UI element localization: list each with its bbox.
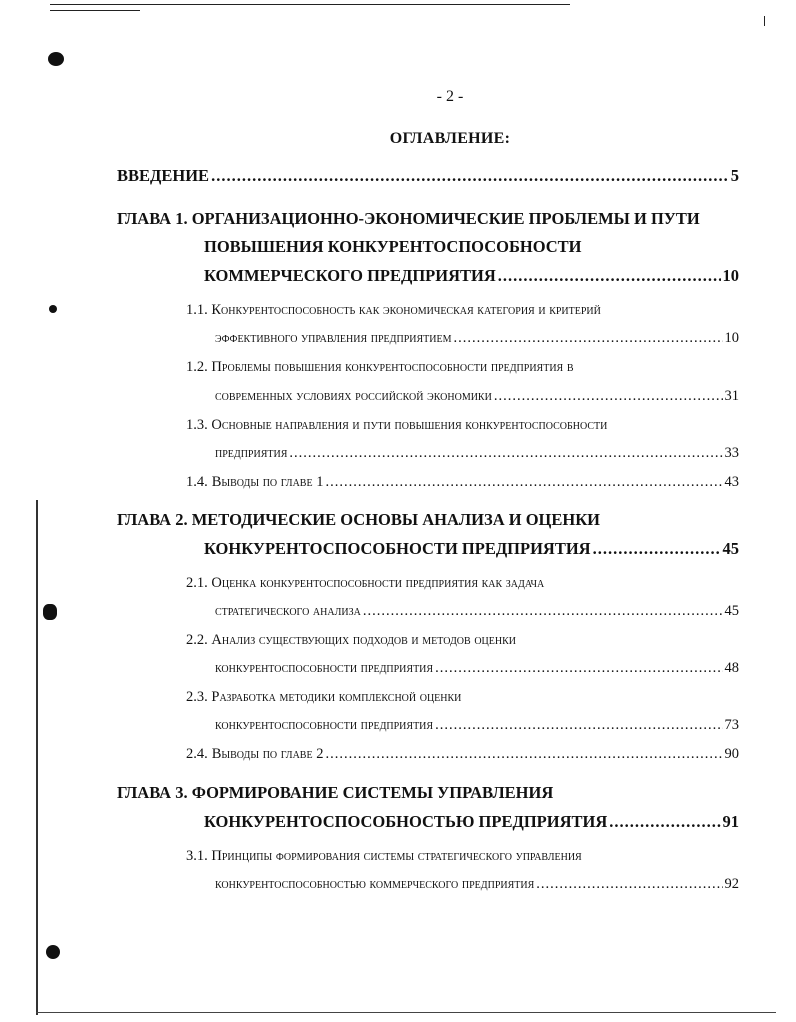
leader-dots	[454, 330, 723, 347]
intro-label: ВВЕДЕНИЕ	[117, 166, 210, 185]
ink-blot	[48, 52, 64, 66]
leader-dots	[211, 166, 729, 186]
section-number: 2.2.	[186, 632, 208, 648]
section-number: 1.4.	[186, 474, 208, 490]
leader-dots	[325, 474, 722, 491]
section-title-cont: конкурентоспособности предприятия	[215, 717, 434, 733]
toc-entry-intro[interactable]	[117, 166, 739, 186]
section-page: 45	[724, 603, 739, 619]
section-title: Выводы по главе 1	[211, 474, 324, 490]
chapter-2-page: 45	[722, 539, 739, 558]
toc-entry-section-2-4[interactable]	[186, 746, 739, 763]
leader-dots	[325, 746, 722, 763]
right-edge-mark	[764, 16, 765, 26]
section-2-3-line1[interactable]	[186, 689, 461, 706]
section-page: 48	[724, 660, 739, 676]
section-title-cont: эффективного управления предприятием	[215, 330, 452, 346]
section-page: 43	[724, 474, 739, 490]
toc-entry-chapter-3[interactable]	[204, 812, 739, 832]
chapter-1-title-line1[interactable]: ГЛАВА 1. ОРГАНИЗАЦИОННО-ЭКОНОМИЧЕСКИЕ ПРОБЛЕМЫ И ПУТИ	[117, 209, 700, 228]
toc-title: ОГЛАВЛЕНИЕ:	[389, 130, 511, 147]
section-number: 2.3.	[186, 689, 208, 705]
section-title: Конкурентоспособность как экономическая категория и критерий	[211, 302, 601, 318]
section-title: Разработка методики комплексной оценки	[211, 689, 462, 705]
section-number: 1.3.	[186, 417, 208, 433]
section-number: 2.4.	[186, 746, 208, 762]
ink-blot	[49, 305, 57, 313]
leader-dots	[289, 445, 722, 462]
section-number: 1.2.	[186, 359, 208, 375]
toc-entry-section-1-4[interactable]	[186, 474, 739, 491]
section-page: 31	[724, 388, 739, 404]
chapter-3-title-line2: КОНКУРЕНТОСПОСОБНОСТЬЮ ПРЕДПРИЯТИЯ	[204, 812, 608, 831]
top-scan-line-short	[50, 10, 140, 11]
section-title-cont: конкурентоспособностью коммерческого предприятия	[215, 876, 535, 892]
chapter-2-title-line2: КОНКУРЕНТОСПОСОБНОСТИ ПРЕДПРИЯТИЯ	[204, 539, 591, 558]
toc-entry-chapter-1[interactable]	[204, 266, 739, 286]
section-page: 33	[724, 445, 739, 461]
ink-blot	[46, 945, 60, 959]
toc-entry-section-2-1[interactable]	[215, 603, 739, 620]
toc-entry-section-1-1[interactable]	[215, 330, 739, 347]
section-number: 1.1.	[186, 302, 208, 318]
leader-dots	[593, 539, 721, 559]
chapter-1-title-line2: ПОВЫШЕНИЯ КОНКУРЕНТОСПОСОБНОСТИ	[204, 237, 582, 256]
section-title-cont: стратегического анализа	[215, 603, 361, 619]
leader-dots	[363, 603, 723, 620]
leader-dots	[498, 266, 721, 286]
section-number: 2.1.	[186, 575, 208, 591]
section-title-cont: конкурентоспособности предприятия	[215, 660, 434, 676]
section-title: Принципы формирования системы стратегического управления	[211, 848, 582, 864]
section-1-3-line1[interactable]	[186, 417, 607, 434]
section-page: 92	[724, 876, 739, 892]
toc-entry-section-1-2[interactable]	[215, 388, 739, 405]
section-title: Основные направления и пути повышения конкурентоспособности	[211, 417, 608, 433]
section-2-2-line1[interactable]	[186, 632, 516, 649]
leader-dots	[435, 717, 722, 734]
chapter-3-title-line1[interactable]: ГЛАВА 3. ФОРМИРОВАНИЕ СИСТЕМЫ УПРАВЛЕНИЯ	[117, 783, 554, 802]
chapter-2-title-line1[interactable]: ГЛАВА 2. МЕТОДИЧЕСКИЕ ОСНОВЫ АНАЛИЗА И ОЦЕНКИ	[117, 510, 601, 529]
section-title: Выводы по главе 2	[211, 746, 324, 762]
leader-dots	[494, 388, 723, 405]
section-title: Проблемы повышения конкурентоспособности предприятия в	[211, 359, 574, 375]
leader-dots	[609, 812, 720, 832]
section-title: Анализ существующих подходов и методов оценки	[211, 632, 516, 648]
section-title-cont: современных условиях российской экономики	[215, 388, 492, 404]
section-1-1-line1[interactable]	[186, 302, 601, 319]
toc-entry-section-1-3[interactable]	[215, 445, 739, 462]
chapter-3-page: 91	[722, 812, 739, 831]
ink-blot	[43, 604, 57, 620]
left-margin-line	[36, 500, 38, 1015]
toc-entry-section-3-1[interactable]	[215, 876, 739, 893]
section-page: 90	[724, 746, 739, 762]
section-3-1-line1[interactable]	[186, 848, 582, 865]
section-page: 10	[724, 330, 739, 346]
section-2-1-line1[interactable]	[186, 575, 544, 592]
section-page: 73	[724, 717, 739, 733]
toc-entry-chapter-2[interactable]	[204, 539, 739, 559]
section-1-2-line1[interactable]	[186, 359, 574, 376]
toc-entry-section-2-3[interactable]	[215, 717, 739, 734]
leader-dots	[536, 876, 722, 893]
page-number: - 2 -	[436, 88, 464, 105]
chapter-1-page: 10	[722, 266, 739, 285]
bottom-scan-line	[36, 1012, 776, 1013]
section-number: 3.1.	[186, 848, 208, 864]
section-title: Оценка конкурентоспособности предприятия как задача	[211, 575, 545, 591]
top-scan-line	[50, 4, 570, 5]
section-title-cont: предприятия	[215, 445, 288, 461]
leader-dots	[435, 660, 722, 677]
intro-page: 5	[730, 166, 739, 185]
toc-entry-section-2-2[interactable]	[215, 660, 739, 677]
chapter-1-title-line3: КОММЕРЧЕСКОГО ПРЕДПРИЯТИЯ	[204, 266, 496, 285]
